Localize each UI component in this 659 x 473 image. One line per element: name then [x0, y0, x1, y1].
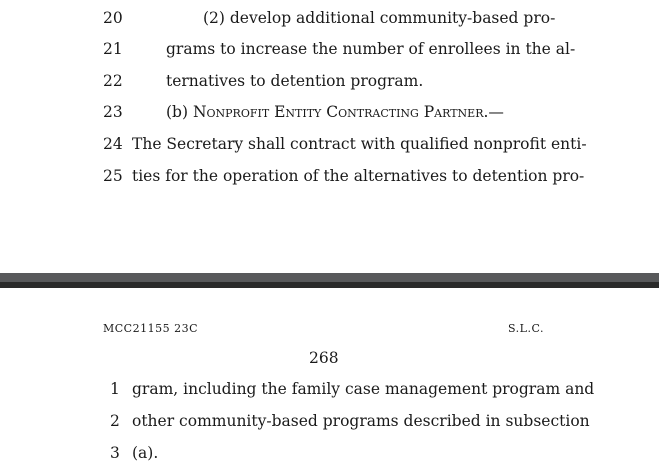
text-line: (a).: [132, 444, 159, 462]
line-number: 25: [103, 167, 123, 185]
text-line: (2) develop additional community-based pro-: [203, 9, 556, 27]
subsection-title: Nonprofit Entity Contracting Partner: [192, 103, 484, 121]
slc-label: S.L.C.: [508, 322, 544, 335]
text-line: ties for the operation of the alternatives to detention pro-: [132, 167, 585, 185]
line-number: 22: [103, 72, 123, 90]
text-line: grams to increase the number of enrollees in the al-: [166, 40, 576, 58]
text-line: ternatives to detention program.: [166, 72, 424, 90]
page-break-shadow: [0, 282, 659, 288]
subsection-label: (b): [166, 103, 193, 121]
line-number: 20: [103, 9, 123, 27]
document-id: MCC21155 23C: [103, 322, 198, 335]
text-line: gram, including the family case management program and: [132, 380, 595, 398]
text-line: The Secretary shall contract with qualified nonprofit enti-: [132, 135, 587, 153]
line-number: 23: [103, 103, 123, 121]
line-number: 24: [103, 135, 123, 153]
page-number: 268: [309, 349, 339, 367]
subsection-dash: .—: [483, 103, 504, 121]
line-number: 21: [103, 40, 123, 58]
text-line: other community-based programs described in subsection: [132, 412, 590, 430]
line-number: 3: [110, 444, 120, 462]
line-number: 2: [110, 412, 120, 430]
subsection-heading: [166, 102, 504, 122]
page-break-divider: [0, 273, 659, 282]
line-number: 1: [110, 380, 120, 398]
